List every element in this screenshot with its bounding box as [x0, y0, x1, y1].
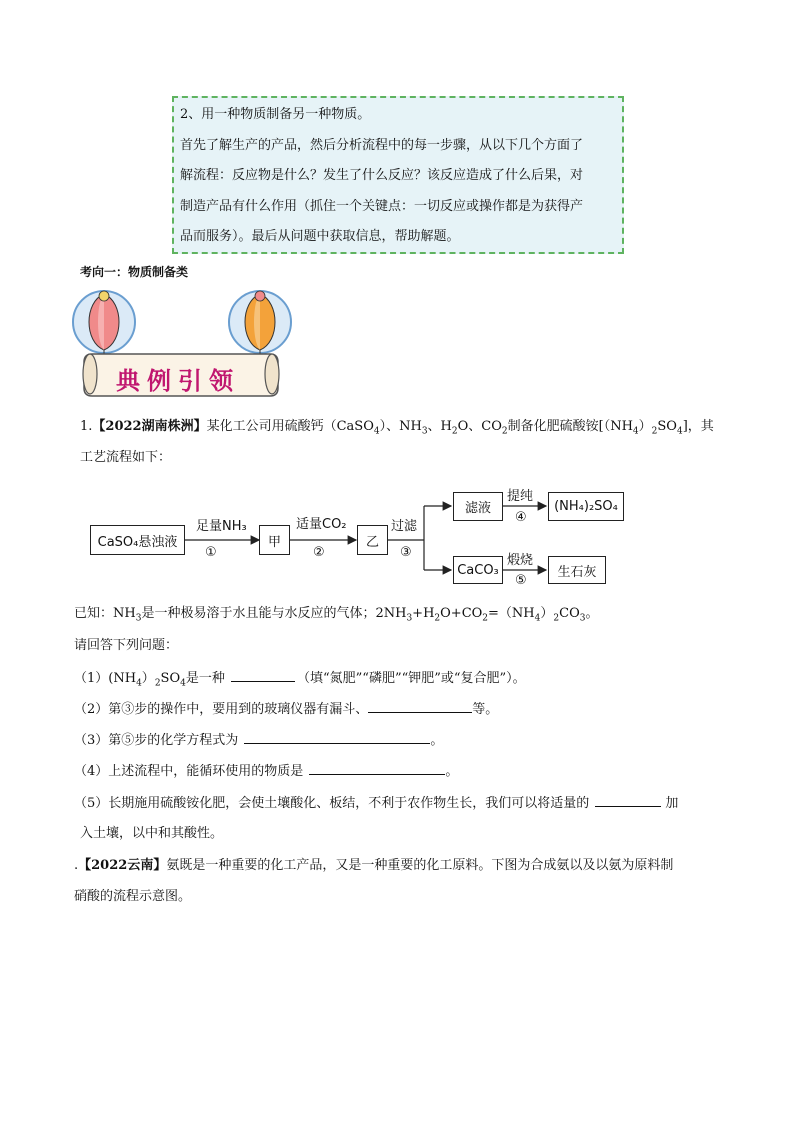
question-2-stem-line2: 硝酸的流程示意图。	[74, 889, 192, 904]
flow-label-step3: 过滤	[391, 519, 418, 534]
sub-question-text: ）	[141, 671, 155, 686]
flow-label-step1: 足量NH₃	[196, 519, 247, 534]
stem-text: 某化工公司用硫酸钙（CaSO	[206, 419, 374, 434]
subscript: 4	[136, 678, 142, 689]
flow-num-step5: ⑤	[515, 573, 527, 588]
flow-num-step1: ①	[205, 545, 217, 560]
flow-box-lime: 生石灰	[548, 556, 606, 584]
subscript: 2	[154, 678, 161, 689]
known-text: 已知：NH	[74, 606, 136, 621]
sub-question-text: 等。	[472, 702, 499, 717]
question-1-stem-line2: 工艺流程如下：	[80, 450, 172, 465]
known-text: ）	[540, 606, 554, 621]
subscript: 2	[501, 426, 508, 437]
flow-box-jia: 甲	[259, 525, 290, 555]
question-1-stem	[80, 418, 714, 441]
known-text: O+CO	[440, 606, 483, 621]
flow-box-product: (NH₄)₂SO₄	[548, 492, 624, 521]
known-text: =（NH	[488, 606, 535, 621]
question-source: 【2022云南】	[78, 858, 167, 873]
tip-line-1: 2、用一种物质制备另一种物质。	[180, 107, 371, 122]
sub-question-text: （填“氮肥”“磷肥”“钾肥”或“复合肥”）。	[297, 671, 526, 686]
stem-text: ]，其	[682, 419, 714, 434]
answer-blank-1[interactable]	[231, 669, 295, 682]
subscript: 2	[451, 426, 458, 437]
sub-question-text: （3）第⑤步的化学方程式为	[74, 733, 239, 748]
left-balloon-icon	[73, 291, 135, 360]
sub-question-text: 是一种	[185, 671, 225, 686]
sub-question-text: （2）第③步的操作中，要用到的玻璃仪器有漏斗、	[74, 702, 369, 717]
right-balloon-icon	[229, 291, 291, 360]
flow-label-step5: 煅烧	[507, 553, 534, 568]
sub-question-2	[74, 700, 498, 719]
flow-box-filtrate: 滤液	[453, 492, 503, 521]
known-text: +H	[412, 606, 435, 621]
stem-text: O、CO	[457, 419, 502, 434]
answer-blank-3[interactable]	[244, 731, 430, 744]
subscript: 4	[534, 613, 541, 624]
sub-question-5-line2: 入土壤，以中和其酸性。	[80, 826, 224, 841]
sub-question-5	[74, 794, 678, 813]
subscript: 3	[579, 613, 586, 624]
section-heading: 考向一：物质制备类	[80, 265, 189, 279]
answer-prompt: 请回答下列问题：	[74, 638, 179, 653]
flow-num-step3: ③	[400, 545, 412, 560]
stem-text: SO	[657, 419, 677, 434]
subscript: 4	[373, 426, 380, 437]
subscript: 4	[632, 426, 639, 437]
subscript: 3	[135, 613, 142, 624]
known-info	[74, 605, 598, 628]
tip-line-3: 解流程：反应物是什么？发生了什么反应？该反应造成了什么后果，对	[180, 168, 584, 183]
subscript: 2	[651, 426, 658, 437]
flow-num-step2: ②	[313, 545, 325, 560]
subscript: 3	[421, 426, 428, 437]
subscript: 4	[676, 426, 683, 437]
flow-box-start: CaSO₄悬浊液	[90, 525, 185, 555]
sub-question-text: 。	[430, 733, 444, 748]
answer-blank-4[interactable]	[309, 762, 445, 775]
sub-question-text: 加	[665, 796, 679, 811]
sub-question-text: 。	[445, 764, 459, 779]
tip-line-2: 首先了解生产的产品，然后分析流程中的每一步骤，从以下几个方面了	[180, 138, 584, 153]
flow-box-yi: 乙	[357, 525, 388, 555]
known-text: CO	[559, 606, 580, 621]
stem-text: ）、NH	[379, 419, 422, 434]
answer-blank-2[interactable]	[368, 700, 472, 713]
sub-question-text: （1）(NH	[74, 671, 137, 686]
sub-question-text: （4）上述流程中，能循环使用的物质是	[74, 764, 304, 779]
sub-question-4	[74, 762, 458, 781]
subscript: 2	[482, 613, 489, 624]
sub-question-3	[74, 731, 443, 750]
known-text: 。	[585, 606, 599, 621]
flow-label-step2: 适量CO₂	[296, 517, 347, 532]
flow-box-caco3: CaCO₃	[453, 556, 503, 584]
subscript: 2	[553, 613, 560, 624]
subscript: 4	[180, 678, 186, 689]
banner-title: 典例引领	[116, 366, 240, 395]
sub-question-1	[74, 669, 526, 693]
answer-blank-5[interactable]	[595, 794, 661, 807]
stem-text: 、H	[427, 419, 452, 434]
flow-label-step4: 提纯	[507, 489, 534, 504]
tip-line-4: 制造产品有什么作用（抓住一个关键点：一切反应或操作都是为获得产	[180, 199, 584, 214]
question-number: .	[74, 858, 79, 873]
stem-text: ）	[638, 419, 652, 434]
sub-question-text: SO	[160, 671, 181, 686]
question-source: 【2022湖南株洲】	[92, 419, 207, 434]
flow-num-step4: ④	[515, 510, 527, 525]
subscript: 2	[434, 613, 441, 624]
sub-question-text: （5）长期施用硫酸铵化肥，会使土壤酸化、板结，不利于农作物生长，我们可以将适量的	[74, 796, 590, 811]
stem-text: 氨既是一种重要的化工产品，又是一种重要的化工原料。下图为合成氨以及以氨为原料制	[166, 858, 674, 873]
known-text: 是一种极易溶于水且能与水反应的气体；2NH	[141, 606, 407, 621]
question-number: 1.	[80, 419, 93, 434]
stem-text: 制备化肥硫酸铵[（NH	[507, 419, 633, 434]
question-2-stem	[74, 857, 673, 875]
tip-box	[172, 96, 624, 254]
subscript: 3	[406, 613, 413, 624]
tip-line-5: 品而服务）。最后从问题中获取信息，帮助解题。	[180, 229, 460, 244]
